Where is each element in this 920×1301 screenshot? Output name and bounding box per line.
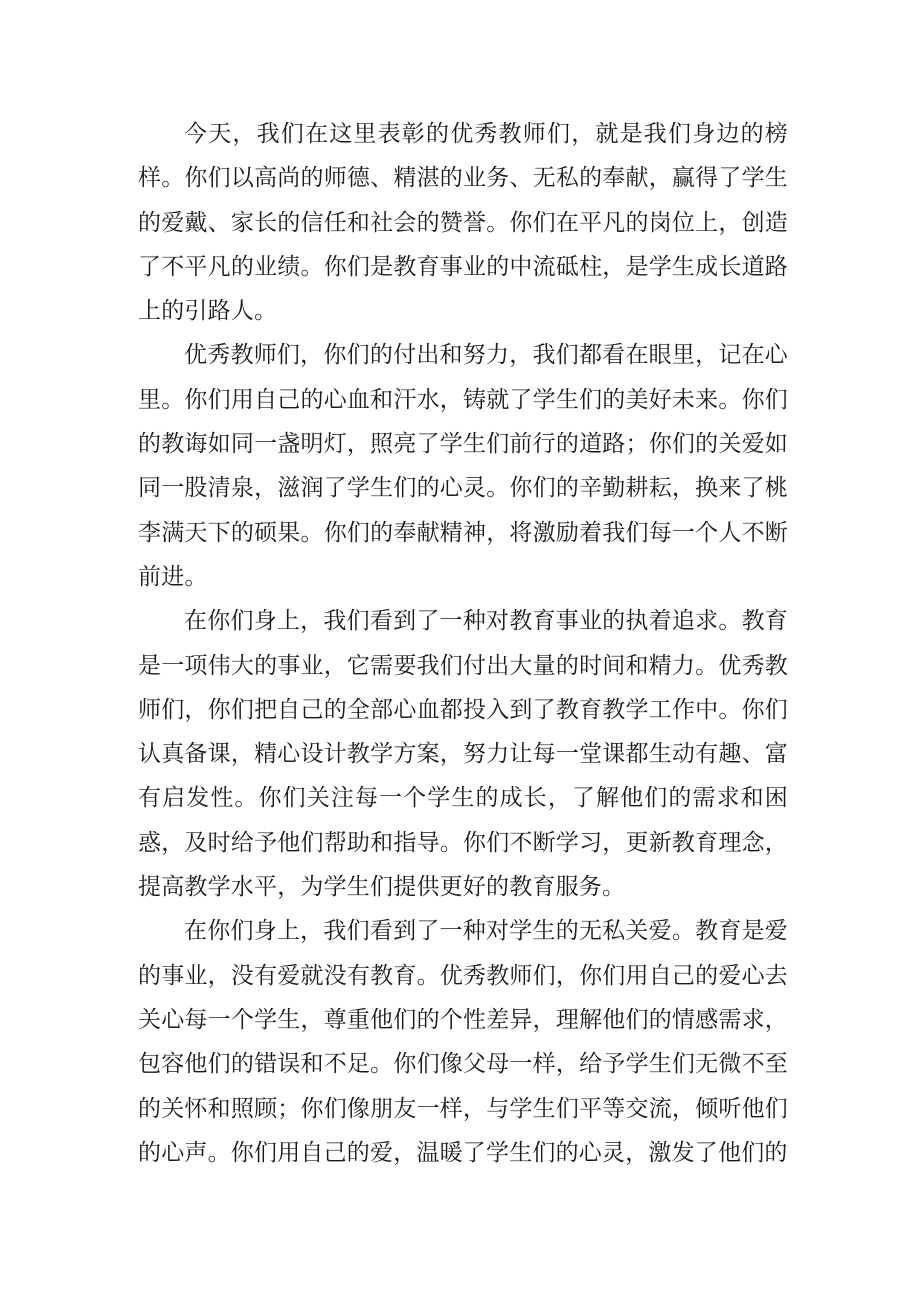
paragraph-4: 在你们身上，我们看到了一种对学生的无私关爱。教育是爱的事业，没有爱就没有教育。优秀教师们，你们用自己的爱心去关心每一个学生，尊重他们的个性差异，理解他们的情感需求，包容他们的错误和不足。你们像父母一样，给予学生们无微不至的关怀和照顾；你们像朋友一样，与学生们平等交流，倾听他们的心声。你们用自己的爱，温暖了学生们的心灵，激发了他们的: [138, 918, 788, 1166]
paragraph-1: 今天，我们在这里表彰的优秀教师们，就是我们身边的榜样。你们以高尚的师德、精湛的业务、无私的奉献，赢得了学生的爱戴、家长的信任和社会的赞誉。你们在平凡的岗位上，创造了不平凡的业绩。你们是教育事业的中流砥柱，是学生成长道路上的引路人。: [138, 121, 788, 325]
paragraph-2: 优秀教师们，你们的付出和努力，我们都看在眼里，记在心里。你们用自己的心血和汗水，铸就了学生们的美好未来。你们的教诲如同一盏明灯，照亮了学生们前行的道路；你们的关爱如同一股清泉，滋润了学生们的心灵。你们的辛勤耕耘，换来了桃李满天下的硕果。你们的奉献精神，将激励着我们每一个人不断前进。: [138, 342, 788, 590]
paragraph-3: 在你们身上，我们看到了一种对教育事业的执着追求。教育是一项伟大的事业，它需要我们付出大量的时间和精力。优秀教师们，你们把自己的全部心血都投入到了教育教学工作中。你们认真备课，精心设计教学方案，努力让每一堂课都生动有趣、富有启发性。你们关注每一个学生的成长，了解他们的需求和困惑，及时给予他们帮助和指导。你们不断学习，更新教育理念，提高教学水平，为学生们提供更好的教育服务。: [138, 608, 788, 901]
document-body: [138, 112, 788, 1175]
